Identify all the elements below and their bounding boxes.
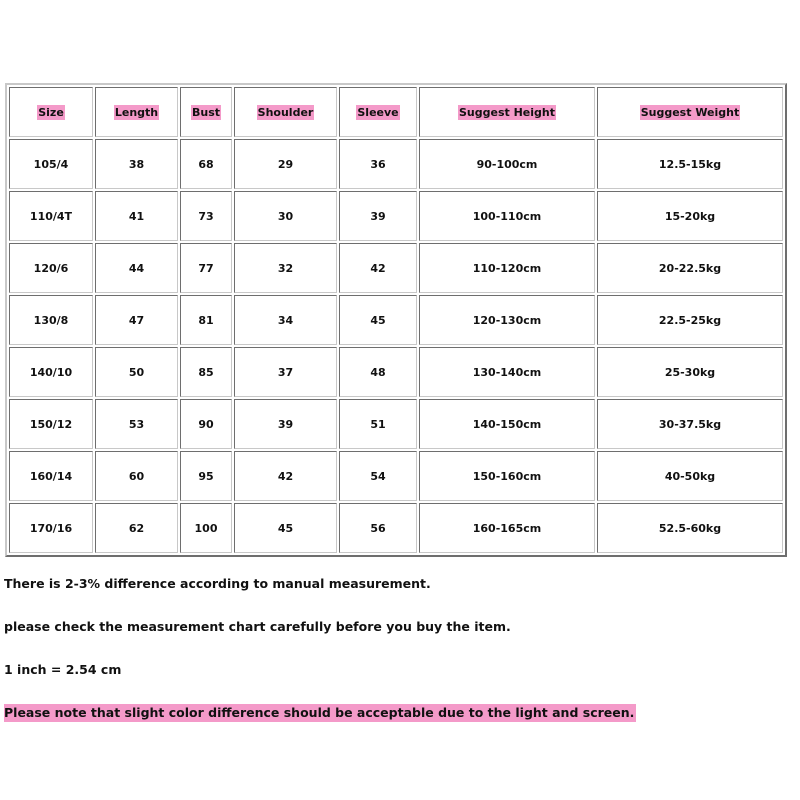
cell-shoulder: 30	[234, 191, 337, 241]
cell-suggest-height: 160-165cm	[419, 503, 595, 553]
table-row	[9, 399, 783, 449]
cell-size: 140/10	[9, 347, 93, 397]
cell-length: 38	[95, 139, 178, 189]
cell-shoulder: 42	[234, 451, 337, 501]
cell-sleeve: 36	[339, 139, 417, 189]
cell-size: 150/12	[9, 399, 93, 449]
size-chart-container	[5, 83, 787, 557]
table-row	[9, 503, 783, 553]
size-chart-table	[5, 83, 787, 557]
notes-section	[4, 574, 636, 746]
cell-sleeve: 51	[339, 399, 417, 449]
header-cell-sleeve: Sleeve	[339, 87, 417, 137]
cell-suggest-weight: 12.5-15kg	[597, 139, 783, 189]
cell-shoulder: 39	[234, 399, 337, 449]
color-note-highlight: Please note that slight color difference should be acceptable due to the light and screen.	[4, 705, 635, 720]
table-row	[9, 451, 783, 501]
cell-suggest-height: 130-140cm	[419, 347, 595, 397]
cell-suggest-weight: 22.5-25kg	[597, 295, 783, 345]
cell-size: 120/6	[9, 243, 93, 293]
cell-suggest-weight: 30-37.5kg	[597, 399, 783, 449]
table-row	[9, 347, 783, 397]
cell-length: 50	[95, 347, 178, 397]
table-row	[9, 295, 783, 345]
header-cell-bust: Bust	[180, 87, 232, 137]
cell-sleeve: 42	[339, 243, 417, 293]
cell-bust: 73	[180, 191, 232, 241]
cell-sleeve: 45	[339, 295, 417, 345]
cell-suggest-height: 150-160cm	[419, 451, 595, 501]
table-row	[9, 139, 783, 189]
cell-sleeve: 56	[339, 503, 417, 553]
note-conversion: 1 inch = 2.54 cm	[4, 662, 122, 677]
header-cell-size: Size	[9, 87, 93, 137]
cell-bust: 85	[180, 347, 232, 397]
header-cell-suggest-height: Suggest Height	[419, 87, 595, 137]
header-cell-suggest-weight: Suggest Weight	[597, 87, 783, 137]
cell-suggest-height: 120-130cm	[419, 295, 595, 345]
cell-size: 105/4	[9, 139, 93, 189]
cell-size: 160/14	[9, 451, 93, 501]
cell-sleeve: 39	[339, 191, 417, 241]
cell-length: 47	[95, 295, 178, 345]
cell-suggest-weight: 25-30kg	[597, 347, 783, 397]
table-row	[9, 191, 783, 241]
cell-length: 62	[95, 503, 178, 553]
header-cell-length: Length	[95, 87, 178, 137]
cell-shoulder: 37	[234, 347, 337, 397]
cell-bust: 90	[180, 399, 232, 449]
cell-suggest-height: 90-100cm	[419, 139, 595, 189]
cell-suggest-height: 140-150cm	[419, 399, 595, 449]
cell-size: 170/16	[9, 503, 93, 553]
cell-suggest-weight: 20-22.5kg	[597, 243, 783, 293]
cell-bust: 95	[180, 451, 232, 501]
table-row	[9, 243, 783, 293]
cell-size: 110/4T	[9, 191, 93, 241]
cell-suggest-height: 100-110cm	[419, 191, 595, 241]
cell-size: 130/8	[9, 295, 93, 345]
header-cell-shoulder: Shoulder	[234, 87, 337, 137]
cell-shoulder: 45	[234, 503, 337, 553]
cell-sleeve: 48	[339, 347, 417, 397]
cell-length: 60	[95, 451, 178, 501]
cell-suggest-height: 110-120cm	[419, 243, 595, 293]
cell-shoulder: 34	[234, 295, 337, 345]
table-header-row	[9, 87, 783, 137]
cell-bust: 81	[180, 295, 232, 345]
cell-length: 41	[95, 191, 178, 241]
cell-bust: 77	[180, 243, 232, 293]
cell-bust: 100	[180, 503, 232, 553]
cell-shoulder: 32	[234, 243, 337, 293]
note-difference: There is 2-3% difference according to manual measurement.	[4, 576, 431, 591]
cell-shoulder: 29	[234, 139, 337, 189]
cell-sleeve: 54	[339, 451, 417, 501]
cell-suggest-weight: 52.5-60kg	[597, 503, 783, 553]
cell-bust: 68	[180, 139, 232, 189]
note-check-chart: please check the measurement chart carefully before you buy the item.	[4, 619, 511, 634]
cell-length: 53	[95, 399, 178, 449]
cell-length: 44	[95, 243, 178, 293]
note-color-difference	[4, 703, 636, 746]
cell-suggest-weight: 15-20kg	[597, 191, 783, 241]
cell-suggest-weight: 40-50kg	[597, 451, 783, 501]
